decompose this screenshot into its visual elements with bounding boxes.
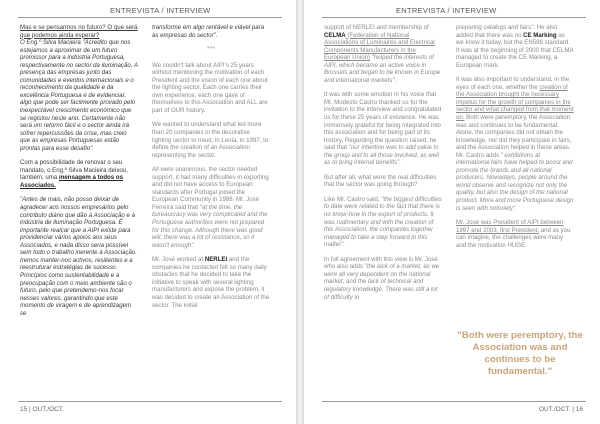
right-page — [304, 0, 600, 424]
question-1: Mas e se pensarmos no futuro? O que será que podemos ainda esperar? — [20, 24, 138, 39]
paragraph-ce-marking: preparing catalogs and fairs". He also added that there was no CE Marking as we know it today, but the EN598 standard. It was at the beginning of 2000 that CELMA managed to create the CE Marking, a European mark. — [456, 24, 574, 69]
paragraph-jose-view: In full agreement with this view is Mr. José who also adds "the lack of a market, as we were all very dependent on the national market, and the lack of technical and regulatory knowledge. There was still a lot of difficulty in — [324, 255, 440, 301]
paragraph-impetus: It was also important to understand, in the eyes of each one, whether the creation of the Association brought the necessary impetus for the growth of companies in the sector and what changed from that moment on. Both were peremptory, the Association was and continues to be fundamental. Alone, the companies did not obtain the knowledge, nor did they participate in fairs, and the Association helped in these areas. Mr. Castro adds " exhibitions at international fairs have helped to boost and promote the brands and all national producers. Nowadays, people around the world observe and recognize not only the quality, but also the design of the national product. More and more Portuguese design is seen with notoriety". — [456, 76, 574, 212]
paragraph-origin: We wanted to understand what led more than 20 companies in the decorative lighting sector to meet, in Leiria, in 1997, to define the creation of an Association representing the sector. — [152, 121, 269, 159]
paragraph-president: Mr. José was President of AIPI between 1997 and 2003, first President, and as you can imagine, the challenges were many and the motivation HUGE. — [456, 219, 571, 249]
right-footer-page-number: OUT./OCT. | 16 — [539, 406, 583, 413]
question-2: Com a possibilidade de renovar o seu mandato, o Eng.º Silva Macieira deixou, também, uma mensagem a todos os Associados. — [20, 159, 128, 189]
book-gutter — [296, 0, 304, 424]
left-header-title: ENTREVISTA / INTERVIEW — [110, 6, 211, 15]
paragraph-question: But after all, what were the real difficulties that the sector was going through? — [324, 173, 437, 189]
paragraph-celma: support of NERLEI and membership of CELMA (Federation of National Associations of Luminaires and Electrical Components Manufacturers in the European Union) "helped the interests of AIPI, which became an active voice in Brussels and began to be known in Europe and international markets". — [324, 24, 441, 84]
left-column-1 — [20, 24, 138, 324]
answer-2: "Antes de mais, não posso deixar de agradecer aos nossos empresários pelo contributo diário que dão à Associação e à indústria de iluminação Portuguesa. É importante realçar que a AIPI existe para providenciar vários apoios aos seus Associados, e nada disso seria possível sem todo o trabalho inerente à Associação. Iremos manter-nos activos, resilientes e a reestruturar estratégias de sucesso. Princípios como sustentabilidade e a preocupação com o meio ambiente são o futuro, pelo que pretendemo-nos focar nesses valores, garantindo que este momento de viragem e de aprendizagem se — [20, 196, 137, 317]
answer-1: O Eng.º Silva Macieira "Acredito que nos estejamos a aproximar de um futuro promissor para a indústria Portuguesa, respectivamente no sector da iluminação. A presença das empresas junto das comunidades e eventos internacionais e o reconhecimento da qualidade e da excelência Portuguesa é de evidenciar, algo que pode ser facilmente provado pelo inexpectável crescimento económico que se registou neste ano. Certamente não será um retorno fácil e o sector ainda irá sofrer repercussões da crise, mas creio que as empresas Portuguesas estão prontas para esse desafio". — [20, 39, 138, 152]
right-column-2 — [456, 24, 574, 256]
left-page — [0, 0, 296, 424]
paragraph-nerlei: Mr. José worked at NERLEI and the companies he contacted felt so many daily obstacles that he decided to take the initiative to speak with several lighting manufacturers and expose the problem, it was decided to create an Association of the sector. The initial — [152, 256, 270, 309]
section-separator: *** — [206, 46, 216, 54]
paragraph-castro: It was with some emotion in his voice that Mr. Modesto Castro thanked us for the invitation to the interview and congratulated us for these 25 years of existence. He was immensely grateful for being integrated into this association and for being part of its history. Regarding the question raised, he said that "our intention was to add value to the group and to all those involved, as well as to bring internal benefits". — [324, 91, 442, 167]
paragraph-difficulties: All were unanimous, the sector needed support, it had many difficulties in exporting and did not have access to European standards after Portugal joined the European Community in 1988. Mr. José Ferreira said that "at the time, the bureaucracy was very complicated and the Portuguese authorities were not prepared for this change. Although there was good will, there was a lot of resistance, so it wasn't enough". — [152, 166, 269, 249]
paragraph-know-how: Like Mr. Castro said, "the biggest difficulties to date were related to the fact that there is no know-how in the export of products. It was rudimentary and with the creation of this Association, the companies together managed to take a step forward in this matter". — [324, 195, 442, 249]
pull-quote: "Both were peremptory, the Association was and continues to be fundamental." — [457, 330, 583, 377]
right-footer-rule — [322, 401, 586, 402]
right-header-rule — [322, 17, 586, 18]
right-header-title: ENTREVISTA / INTERVIEW — [396, 6, 497, 15]
left-footer-rule — [18, 401, 282, 402]
right-column-1 — [324, 24, 442, 308]
left-footer-page-number: 15 | OUT./OCT. — [20, 406, 64, 413]
left-header-rule — [18, 17, 282, 18]
quote-continuation: transforme em algo rentável e viável para as empresas do sector". — [152, 24, 265, 39]
left-column-2 — [152, 24, 270, 316]
paragraph-intro: We couldn't talk about AIPI's 25 years without mentioning the motivation of each President and the vision of each one about the lighting sector. Each one carries their own experience, each one gave of themselves to this Association and ALL are part of OUR history. — [152, 61, 268, 114]
